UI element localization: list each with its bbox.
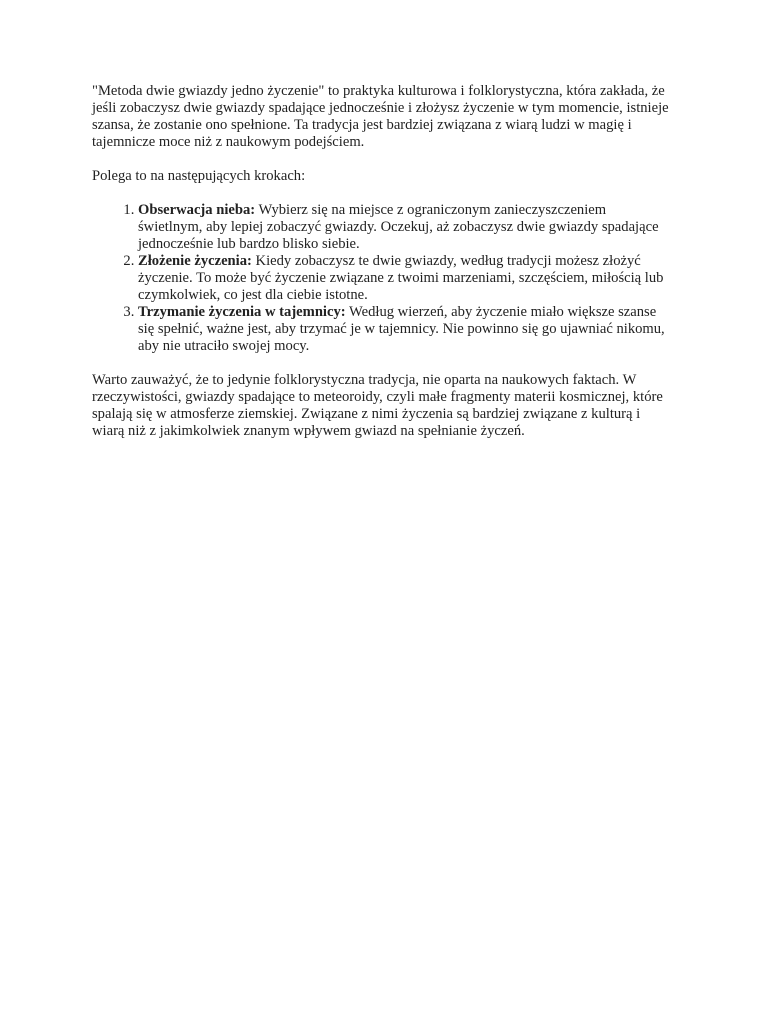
list-item bbox=[138, 304, 672, 355]
step-text: Według wierzeń, aby życzenie miało większe szanse się spełnić, ważne jest, aby trzymać je w tajemnicy. Nie powinno się go ujawniać nikomu, aby nie utraciło swojej mocy. bbox=[138, 304, 665, 354]
document-page bbox=[92, 83, 672, 440]
conclusion-paragraph: Warto zauważyć, że to jedynie folklorystyczna tradycja, nie oparta na naukowych faktach. W rzeczywistości, gwiazdy spadające to meteoroidy, czyli małe fragmenty materii kosmicznej, które spalają się w atmosferze ziemskiej. Związane z nimi życzenia są bardziej związane z kulturą i wiarą niż z jakimkolwiek znanym wpływem gwiazd na spełnianie życzeń. bbox=[92, 372, 663, 439]
step-title: Obserwacja nieba: bbox=[138, 202, 256, 218]
steps-list bbox=[92, 202, 672, 355]
step-text: Kiedy zobaczysz te dwie gwiazdy, według tradycji możesz złożyć życzenie. To może być życzenie związane z twoimi marzeniami, szczęściem, miłością lub czymkolwiek, co jest dla ciebie istotne. bbox=[138, 253, 664, 303]
step-title: Trzymanie życzenia w tajemnicy: bbox=[138, 304, 346, 320]
list-item bbox=[138, 202, 672, 253]
steps-lead-paragraph: Polega to na następujących krokach: bbox=[92, 168, 306, 184]
step-text: Wybierz się na miejsce z ograniczonym zanieczyszczeniem świetlnym, aby lepiej zobaczyć gwiazdy. Oczekuj, aż zobaczysz dwie gwiazdy spadające jednocześnie lub bardzo blisko siebie. bbox=[138, 202, 659, 252]
step-title: Złożenie życzenia: bbox=[138, 253, 252, 269]
intro-paragraph: "Metoda dwie gwiazdy jedno życzenie" to praktyka kulturowa i folklorystyczna, która zakłada, że jeśli zobaczysz dwie gwiazdy spadające jednocześnie i złożysz życzenie w tym momencie, istnieje szansa, że zostanie ono spełnione. Ta tradycja jest bardziej związana z wiarą ludzi w magię i tajemnicze moce niż z naukowym podejściem. bbox=[92, 83, 669, 150]
list-item bbox=[138, 253, 672, 304]
